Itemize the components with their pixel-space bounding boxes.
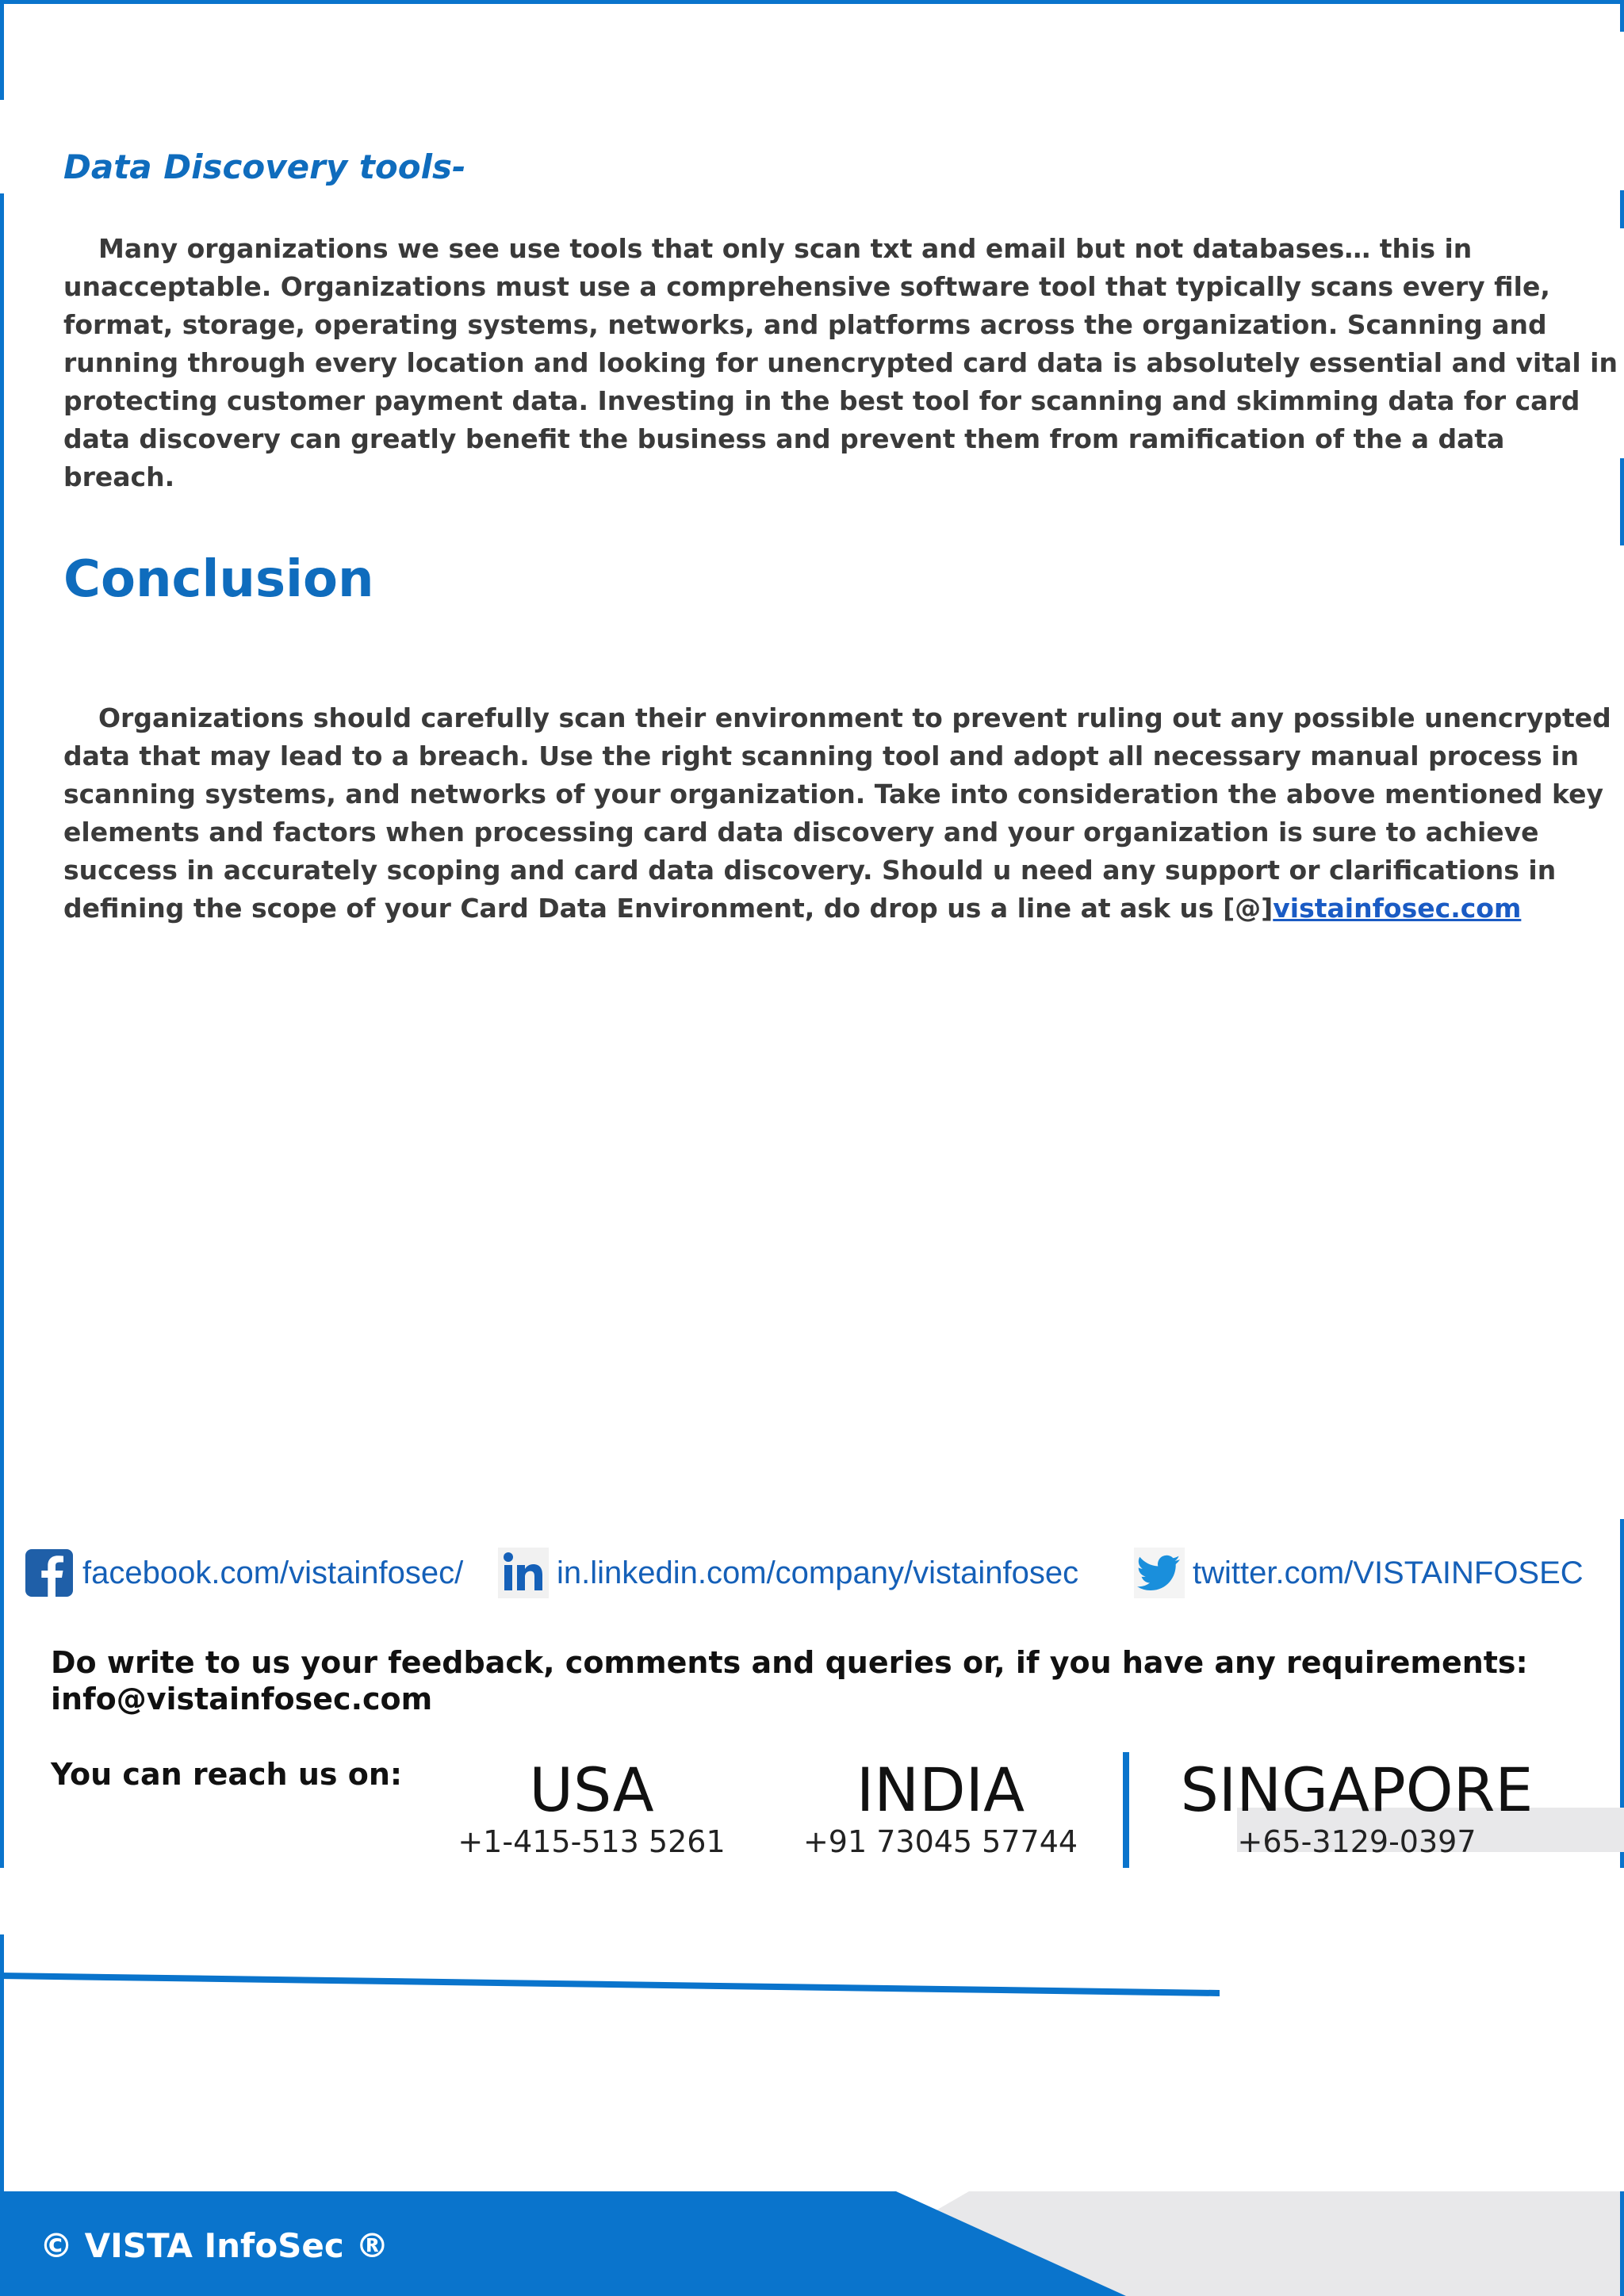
office-phone[interactable]: +91 73045 57744 (802, 1824, 1078, 1859)
conclusion-paragraph (63, 699, 1618, 928)
footer-copyright: © VISTA InfoSec ® (40, 2226, 389, 2265)
feedback-text (51, 1644, 1605, 1717)
page-frame-right-top (1620, 0, 1624, 32)
page-frame-left-mid (0, 193, 4, 1868)
facebook-icon (24, 1548, 75, 1598)
facebook-url: facebook.com/vistainfosec/ (82, 1555, 464, 1590)
linkedin-icon (498, 1548, 549, 1598)
office-country: INDIA (856, 1755, 1025, 1825)
office-india (791, 1757, 1090, 1860)
twitter-social-link[interactable] (1134, 1544, 1584, 1601)
facebook-social-link[interactable] (24, 1544, 463, 1601)
page-frame-left-top (0, 0, 4, 100)
page-frame-top (0, 0, 1624, 4)
twitter-icon (1134, 1548, 1185, 1598)
page-frame-right-a (1620, 190, 1624, 228)
linkedin-url: in.linkedin.com/company/vistainfosec (557, 1555, 1079, 1590)
feedback-line: Do write to us your feedback, comments and queries or, if you have any requirements: (51, 1645, 1528, 1680)
office-phone[interactable]: +1-415-513 5261 (458, 1824, 726, 1859)
office-country: SINGAPORE (1180, 1755, 1534, 1825)
office-singapore (1162, 1757, 1551, 1860)
decorative-slanted-line (0, 1966, 1221, 1998)
linkedin-social-link[interactable] (498, 1544, 1078, 1601)
office-phone[interactable]: +65-3129-0397 (1237, 1824, 1477, 1859)
office-country: USA (529, 1755, 654, 1825)
twitter-url: twitter.com/VISTAINFOSEC (1193, 1555, 1584, 1590)
conclusion-text: Organizations should carefully scan their environment to prevent ruling out any possible unencrypted data that may lead to a breach. Use the right scanning tool and adopt all necessary manual process in scanning systems, and networks of your organization. Take into consideration the above mentioned key elements and factors when processing card data discovery and your organization is sure to achieve success in accurately scoping and card data discovery. Should u need any support or clarifications in defining the scope of your Card Data Environment, do drop us a line at ask us [@] (63, 702, 1611, 924)
section-paragraph: Many organizations we see use tools that only scan txt and email but not databases… this in unacceptable. Organizations must use a comprehensive software tool that typically scans every file, format, storage, operating systems, networks, and platforms across the organization. Scanning and running through every location and looking for unencrypted card data is absolutely essential and vital in protecting customer payment data. Investing in the best tool for scanning and skimming data for card data discovery can greatly benefit the business and prevent them from ramification of the a data breach. (63, 233, 1618, 492)
reach-us-label: You can reach us on: (51, 1757, 403, 1792)
office-usa (444, 1757, 739, 1860)
office-divider (1123, 1752, 1129, 1868)
conclusion-heading: Conclusion (63, 550, 374, 609)
feedback-email[interactable]: info@vistainfosec.com (51, 1682, 433, 1716)
section-heading: Data Discovery tools- (63, 147, 466, 186)
page-frame-right-b (1620, 458, 1624, 545)
vistainfosec-link[interactable]: vistainfosec.com (1273, 893, 1522, 924)
